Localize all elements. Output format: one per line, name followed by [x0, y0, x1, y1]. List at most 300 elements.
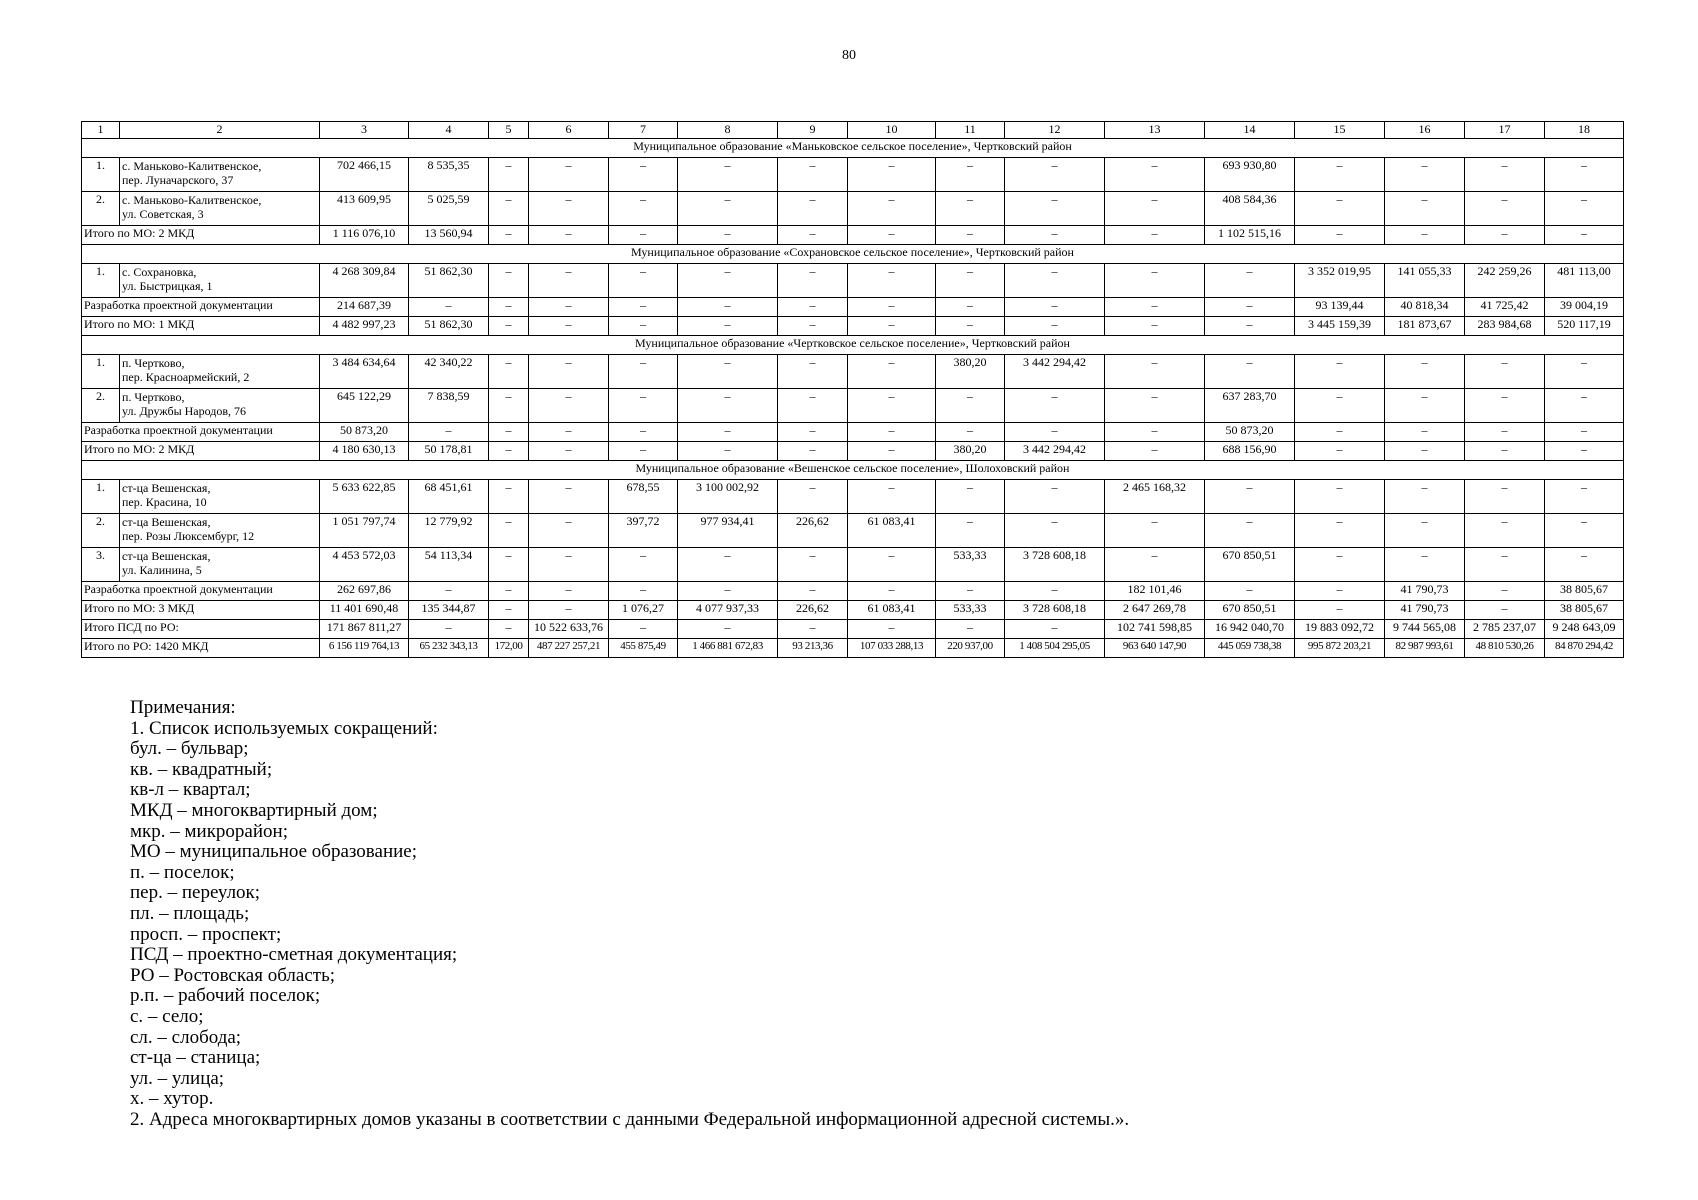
amount-cell: –: [1385, 226, 1465, 245]
amount-cell: –: [529, 264, 609, 298]
amount-cell: –: [678, 317, 778, 336]
amount-cell: 4 482 997,23: [320, 317, 409, 336]
amount-cell: –: [1545, 480, 1624, 514]
amount-cell: 61 083,41: [848, 601, 936, 620]
row-number: 2.: [82, 389, 120, 423]
amount-cell: 6 156 119 764,13: [320, 639, 409, 658]
row-number: 2.: [82, 192, 120, 226]
amount-cell: –: [1545, 548, 1624, 582]
amount-cell: 3 445 159,39: [1295, 317, 1385, 336]
amount-cell: 182 101,46: [1105, 582, 1205, 601]
amount-cell: –: [1105, 389, 1205, 423]
address-street: пер. Луначарского, 37: [122, 173, 234, 187]
amount-cell: 2 785 237,07: [1465, 620, 1545, 639]
amount-cell: –: [1465, 442, 1545, 461]
amount-cell: –: [1545, 423, 1624, 442]
address-settlement: с. Маньково-Калитвенское,: [122, 159, 262, 173]
amount-cell: 678,55: [609, 480, 678, 514]
amount-cell: 13 560,94: [409, 226, 489, 245]
amount-cell: –: [529, 158, 609, 192]
amount-cell: 1 466 881 672,83: [678, 639, 778, 658]
address-settlement: ст-ца Вешенская,: [122, 481, 211, 495]
column-number-header: 4: [409, 122, 489, 139]
amount-cell: –: [1005, 514, 1105, 548]
amount-cell: 637 283,70: [1205, 389, 1295, 423]
amount-cell: –: [848, 442, 936, 461]
abbreviation-item: МО – муниципальное образование;: [130, 841, 418, 863]
amount-cell: –: [609, 355, 678, 389]
column-number-header: 10: [848, 122, 936, 139]
amount-cell: 8 535,35: [409, 158, 489, 192]
amount-cell: –: [529, 601, 609, 620]
amount-cell: –: [1385, 355, 1465, 389]
amount-cell: –: [778, 226, 848, 245]
column-number-header: 18: [1545, 122, 1624, 139]
amount-cell: 4 453 572,03: [320, 548, 409, 582]
amount-cell: –: [936, 226, 1005, 245]
building-row: [82, 355, 1624, 389]
amount-cell: –: [409, 582, 489, 601]
address-street: ул. Дружбы Народов, 76: [122, 404, 247, 418]
row-label: Итого по МО: 3 МКД: [82, 601, 320, 620]
amount-cell: –: [529, 317, 609, 336]
amount-cell: –: [778, 582, 848, 601]
amount-cell: 413 609,95: [320, 192, 409, 226]
amount-cell: –: [1105, 264, 1205, 298]
amount-cell: 48 810 530,26: [1465, 639, 1545, 658]
amount-cell: 3 484 634,64: [320, 355, 409, 389]
amount-cell: –: [609, 192, 678, 226]
amount-cell: –: [848, 264, 936, 298]
amount-cell: 102 741 598,85: [1105, 620, 1205, 639]
subtotal-row: [82, 582, 1624, 601]
amount-cell: –: [778, 317, 848, 336]
amount-cell: –: [778, 298, 848, 317]
row-label: Итого по МО: 1 МКД: [82, 317, 320, 336]
amount-cell: –: [1295, 226, 1385, 245]
amount-cell: –: [1105, 548, 1205, 582]
amount-cell: –: [1465, 514, 1545, 548]
amount-cell: –: [678, 582, 778, 601]
amount-cell: –: [489, 192, 529, 226]
amount-cell: 702 466,15: [320, 158, 409, 192]
amount-cell: 4 180 630,13: [320, 442, 409, 461]
amount-cell: –: [848, 423, 936, 442]
amount-cell: –: [1545, 158, 1624, 192]
amount-cell: –: [848, 158, 936, 192]
column-number-header: 15: [1295, 122, 1385, 139]
amount-cell: –: [609, 298, 678, 317]
amount-cell: 172,00: [489, 639, 529, 658]
amount-cell: –: [678, 389, 778, 423]
row-label: Итого ПСД по РО:: [82, 620, 320, 639]
building-row: [82, 548, 1624, 582]
amount-cell: –: [489, 389, 529, 423]
amount-cell: –: [1105, 226, 1205, 245]
amount-cell: –: [1005, 226, 1105, 245]
abbreviation-item: ст-ца – станица;: [130, 1047, 261, 1069]
address-street: пер. Красноармейский, 2: [122, 370, 250, 384]
amount-cell: –: [529, 442, 609, 461]
amount-cell: 3 442 294,42: [1005, 355, 1105, 389]
amount-cell: 41 790,73: [1385, 582, 1465, 601]
amount-cell: 50 178,81: [409, 442, 489, 461]
address-settlement: с. Маньково-Калитвенское,: [122, 193, 262, 207]
abbreviation-item: ПСД – проектно-сметная документация;: [130, 944, 458, 966]
column-number-header: 8: [678, 122, 778, 139]
amount-cell: –: [936, 582, 1005, 601]
amount-cell: –: [529, 389, 609, 423]
building-row: [82, 514, 1624, 548]
row-number: 1.: [82, 158, 120, 192]
abbreviation-item: сл. – слобода;: [130, 1026, 242, 1048]
row-number: 3.: [82, 548, 120, 582]
amount-cell: –: [1545, 192, 1624, 226]
amount-cell: –: [1295, 601, 1385, 620]
address-settlement: п. Чертково,: [122, 390, 185, 404]
amount-cell: –: [1105, 355, 1205, 389]
building-row: [82, 480, 1624, 514]
amount-cell: –: [778, 389, 848, 423]
amount-cell: 688 156,90: [1205, 442, 1295, 461]
amount-cell: 5 633 622,85: [320, 480, 409, 514]
amount-cell: –: [409, 298, 489, 317]
notes-heading: Примечания:: [130, 697, 236, 718]
amount-cell: 1 116 076,10: [320, 226, 409, 245]
amount-cell: 5 025,59: [409, 192, 489, 226]
amount-cell: –: [529, 514, 609, 548]
building-address: [120, 192, 320, 226]
amount-cell: –: [1105, 442, 1205, 461]
amount-cell: 408 584,36: [1205, 192, 1295, 226]
amount-cell: –: [778, 264, 848, 298]
row-label: Разработка проектной документации: [82, 582, 320, 601]
amount-cell: 65 232 343,13: [409, 639, 489, 658]
amount-cell: –: [489, 264, 529, 298]
amount-cell: –: [409, 620, 489, 639]
building-address: [120, 389, 320, 423]
amount-cell: 82 987 993,61: [1385, 639, 1465, 658]
page-number: 80: [842, 48, 856, 63]
amount-cell: –: [1205, 582, 1295, 601]
column-number-header: 9: [778, 122, 848, 139]
abbreviations-list: [130, 739, 1129, 1110]
amount-cell: 2 465 168,32: [1105, 480, 1205, 514]
amount-cell: 93 213,36: [778, 639, 848, 658]
abbreviation-item: кв. – квадратный;: [130, 758, 273, 780]
amount-cell: 226,62: [778, 514, 848, 548]
amount-cell: –: [489, 158, 529, 192]
amount-cell: –: [936, 192, 1005, 226]
amount-cell: 283 984,68: [1465, 317, 1545, 336]
amount-cell: 61 083,41: [848, 514, 936, 548]
column-number-header: 11: [936, 122, 1005, 139]
amount-cell: –: [1205, 298, 1295, 317]
amount-cell: 93 139,44: [1295, 298, 1385, 317]
amount-cell: –: [1105, 192, 1205, 226]
amount-cell: –: [529, 298, 609, 317]
address-street: ул. Калинина, 5: [122, 563, 202, 577]
amount-cell: 693 930,80: [1205, 158, 1295, 192]
address-street: пер. Розы Люксембург, 12: [122, 529, 255, 543]
amount-cell: 16 942 040,70: [1205, 620, 1295, 639]
building-address: [120, 480, 320, 514]
amount-cell: –: [609, 158, 678, 192]
amount-cell: –: [936, 620, 1005, 639]
amount-cell: –: [489, 355, 529, 389]
amount-cell: 533,33: [936, 548, 1005, 582]
building-row: [82, 192, 1624, 226]
amount-cell: –: [609, 442, 678, 461]
amount-cell: –: [1545, 514, 1624, 548]
column-number-header: 7: [609, 122, 678, 139]
address-street: пер. Красина, 10: [122, 495, 207, 509]
amount-cell: 11 401 690,48: [320, 601, 409, 620]
amount-cell: –: [1465, 226, 1545, 245]
amount-cell: –: [1105, 158, 1205, 192]
amount-cell: –: [1005, 298, 1105, 317]
notes-section: [130, 698, 1129, 1130]
amount-cell: –: [1005, 620, 1105, 639]
amount-cell: –: [1465, 548, 1545, 582]
amount-cell: –: [1105, 298, 1205, 317]
row-number: 1.: [82, 480, 120, 514]
amount-cell: 84 870 294,42: [1545, 639, 1624, 658]
amount-cell: 3 100 002,92: [678, 480, 778, 514]
building-row: [82, 264, 1624, 298]
amount-cell: 3 442 294,42: [1005, 442, 1105, 461]
building-address: [120, 514, 320, 548]
amount-cell: 107 033 288,13: [848, 639, 936, 658]
column-number-header: 6: [529, 122, 609, 139]
amount-cell: –: [778, 355, 848, 389]
amount-cell: –: [778, 158, 848, 192]
amount-cell: –: [1295, 548, 1385, 582]
register-table-container: [81, 121, 1623, 658]
abbreviation-item: кв-л – квартал;: [130, 779, 251, 801]
subtotal-row: [82, 442, 1624, 461]
amount-cell: –: [848, 548, 936, 582]
subtotal-row: [82, 601, 1624, 620]
amount-cell: –: [1005, 158, 1105, 192]
amount-cell: –: [489, 317, 529, 336]
amount-cell: –: [1295, 514, 1385, 548]
amount-cell: –: [678, 548, 778, 582]
amount-cell: –: [1295, 389, 1385, 423]
amount-cell: –: [489, 548, 529, 582]
register-table: [81, 121, 1624, 658]
amount-cell: –: [609, 317, 678, 336]
amount-cell: 50 873,20: [320, 423, 409, 442]
amount-cell: –: [1545, 226, 1624, 245]
amount-cell: 3 728 608,18: [1005, 548, 1105, 582]
amount-cell: –: [609, 548, 678, 582]
amount-cell: 455 875,49: [609, 639, 678, 658]
amount-cell: –: [609, 264, 678, 298]
amount-cell: –: [778, 620, 848, 639]
abbreviation-item: мкр. – микрорайон;: [130, 820, 288, 842]
amount-cell: 963 640 147,90: [1105, 639, 1205, 658]
amount-cell: –: [489, 582, 529, 601]
column-number-header: 14: [1205, 122, 1295, 139]
amount-cell: –: [529, 480, 609, 514]
amount-cell: –: [778, 192, 848, 226]
amount-cell: 7 838,59: [409, 389, 489, 423]
amount-cell: –: [529, 582, 609, 601]
amount-cell: –: [1295, 423, 1385, 442]
building-address: [120, 158, 320, 192]
amount-cell: 520 117,19: [1545, 317, 1624, 336]
amount-cell: –: [1385, 158, 1465, 192]
amount-cell: –: [678, 264, 778, 298]
column-number-header: 2: [120, 122, 320, 139]
amount-cell: –: [489, 423, 529, 442]
amount-cell: –: [1465, 423, 1545, 442]
amount-cell: –: [936, 264, 1005, 298]
amount-cell: 54 113,34: [409, 548, 489, 582]
amount-cell: –: [848, 192, 936, 226]
amount-cell: –: [1465, 582, 1545, 601]
amount-cell: 19 883 092,72: [1295, 620, 1385, 639]
amount-cell: 3 728 608,18: [1005, 601, 1105, 620]
amount-cell: –: [489, 620, 529, 639]
table-header-row: [82, 122, 1624, 139]
amount-cell: 397,72: [609, 514, 678, 548]
amount-cell: –: [1205, 480, 1295, 514]
amount-cell: –: [1005, 582, 1105, 601]
amount-cell: –: [848, 226, 936, 245]
column-number-header: 12: [1005, 122, 1105, 139]
amount-cell: –: [1385, 389, 1465, 423]
amount-cell: 4 077 937,33: [678, 601, 778, 620]
amount-cell: –: [1545, 355, 1624, 389]
amount-cell: 9 744 565,08: [1385, 620, 1465, 639]
abbreviation-item: р.п. – рабочий поселок;: [130, 985, 321, 1007]
row-label: Разработка проектной документации: [82, 298, 320, 317]
amount-cell: 645 122,29: [320, 389, 409, 423]
amount-cell: –: [778, 423, 848, 442]
subtotal-row: [82, 317, 1624, 336]
amount-cell: 41 790,73: [1385, 601, 1465, 620]
amount-cell: –: [936, 480, 1005, 514]
amount-cell: 39 004,19: [1545, 298, 1624, 317]
amount-cell: –: [936, 158, 1005, 192]
municipality-title: Муниципальное образование «Сохрановское сельское поселение», Чертковский район: [82, 245, 1624, 264]
building-row: [82, 158, 1624, 192]
amount-cell: –: [778, 548, 848, 582]
amount-cell: 380,20: [936, 355, 1005, 389]
amount-cell: –: [848, 620, 936, 639]
amount-cell: –: [678, 192, 778, 226]
subtotal-row: [82, 423, 1624, 442]
abbreviation-item: РО – Ростовская область;: [130, 964, 336, 986]
amount-cell: –: [936, 514, 1005, 548]
abbreviation-item: пер. – переулок;: [130, 882, 261, 904]
column-number-header: 5: [489, 122, 529, 139]
municipality-title: Муниципальное образование «Маньковское сельское поселение», Чертковский район: [82, 139, 1624, 158]
amount-cell: –: [936, 389, 1005, 423]
amount-cell: 670 850,51: [1205, 601, 1295, 620]
amount-cell: –: [1385, 514, 1465, 548]
amount-cell: –: [1205, 317, 1295, 336]
amount-cell: –: [678, 620, 778, 639]
amount-cell: 68 451,61: [409, 480, 489, 514]
amount-cell: –: [1465, 192, 1545, 226]
abbreviation-item: пл. – площадь;: [130, 902, 250, 924]
municipality-header-row: [82, 139, 1624, 158]
amount-cell: 242 259,26: [1465, 264, 1545, 298]
amount-cell: –: [529, 423, 609, 442]
amount-cell: –: [609, 582, 678, 601]
amount-cell: –: [1465, 389, 1545, 423]
row-label: Итого по МО: 2 МКД: [82, 226, 320, 245]
amount-cell: –: [1385, 192, 1465, 226]
amount-cell: 445 059 738,38: [1205, 639, 1295, 658]
municipality-header-row: [82, 336, 1624, 355]
amount-cell: 2 647 269,78: [1105, 601, 1205, 620]
amount-cell: 12 779,92: [409, 514, 489, 548]
amount-cell: –: [489, 514, 529, 548]
address-settlement: ст-ца Вешенская,: [122, 549, 211, 563]
amount-cell: 4 268 309,84: [320, 264, 409, 298]
amount-cell: –: [1205, 264, 1295, 298]
amount-cell: –: [678, 355, 778, 389]
amount-cell: –: [1465, 355, 1545, 389]
amount-cell: –: [678, 226, 778, 245]
amount-cell: –: [1385, 548, 1465, 582]
amount-cell: 380,20: [936, 442, 1005, 461]
amount-cell: –: [489, 298, 529, 317]
amount-cell: –: [848, 389, 936, 423]
amount-cell: 135 344,87: [409, 601, 489, 620]
amount-cell: –: [609, 226, 678, 245]
amount-cell: 9 248 643,09: [1545, 620, 1624, 639]
amount-cell: –: [936, 423, 1005, 442]
municipality-header-row: [82, 461, 1624, 480]
abbreviation-item: ул. – улица;: [130, 1067, 225, 1089]
amount-cell: –: [678, 442, 778, 461]
amount-cell: –: [529, 226, 609, 245]
amount-cell: –: [1105, 423, 1205, 442]
amount-cell: 670 850,51: [1205, 548, 1295, 582]
amount-cell: 1 051 797,74: [320, 514, 409, 548]
amount-cell: 262 697,86: [320, 582, 409, 601]
amount-cell: –: [1205, 514, 1295, 548]
address-street: ул. Советская, 3: [122, 207, 204, 221]
amount-cell: 3 352 019,95: [1295, 264, 1385, 298]
building-address: [120, 548, 320, 582]
amount-cell: –: [609, 423, 678, 442]
amount-cell: –: [1545, 389, 1624, 423]
amount-cell: –: [1385, 480, 1465, 514]
amount-cell: –: [1005, 423, 1105, 442]
amount-cell: 51 862,30: [409, 317, 489, 336]
amount-cell: 51 862,30: [409, 264, 489, 298]
amount-cell: 40 818,34: [1385, 298, 1465, 317]
amount-cell: –: [529, 355, 609, 389]
amount-cell: –: [1005, 317, 1105, 336]
address-settlement: п. Чертково,: [122, 356, 185, 370]
address-street: ул. Быстрицкая, 1: [122, 279, 213, 293]
amount-cell: –: [1295, 158, 1385, 192]
amount-cell: 220 937,00: [936, 639, 1005, 658]
amount-cell: –: [848, 582, 936, 601]
amount-cell: –: [1005, 264, 1105, 298]
abbreviation-item: с. – село;: [130, 1005, 204, 1027]
amount-cell: –: [609, 389, 678, 423]
amount-cell: –: [489, 480, 529, 514]
abbreviation-item: бул. – бульвар;: [130, 738, 249, 760]
